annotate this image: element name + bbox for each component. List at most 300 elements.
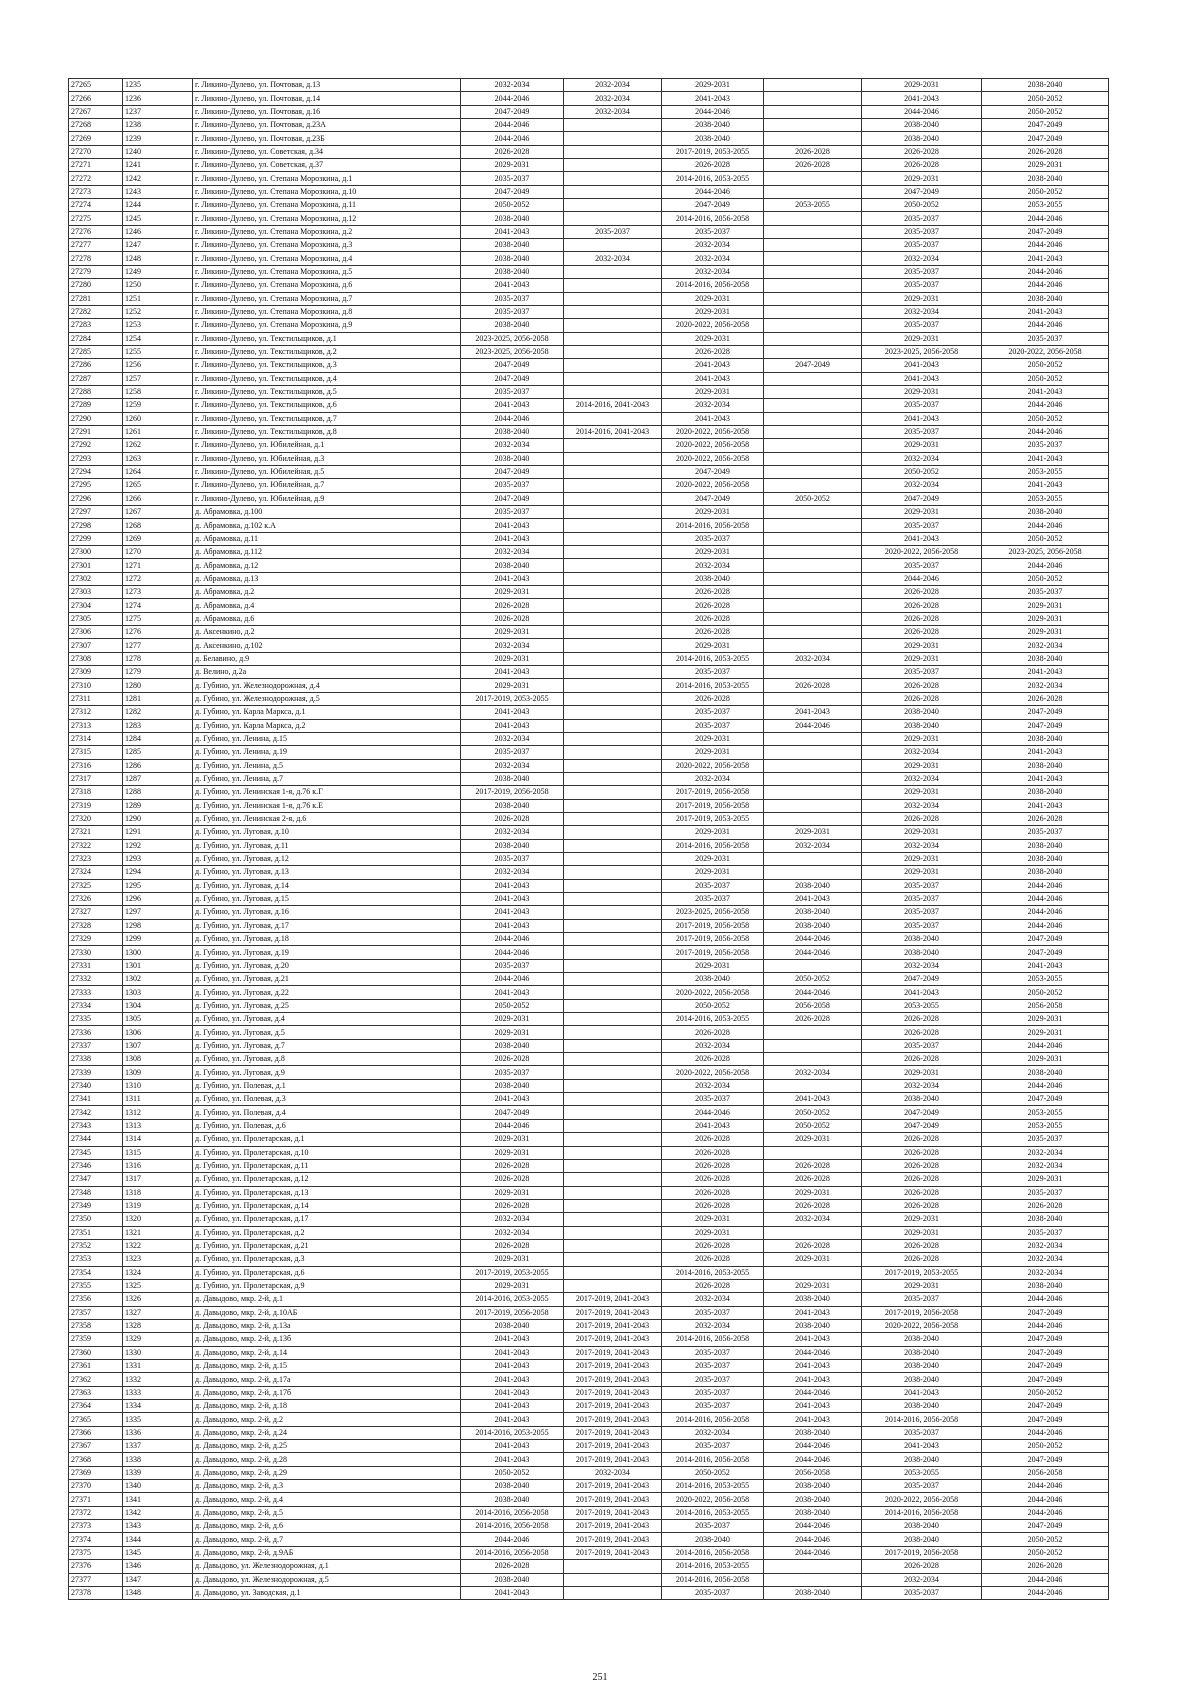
period-cell: 2038-2040 bbox=[461, 1039, 564, 1052]
table-row bbox=[69, 439, 1109, 452]
period-cell: 2041-2043 bbox=[461, 399, 564, 412]
period-cell bbox=[764, 1079, 862, 1092]
address-cell: д. Аксенкино, д.102 bbox=[193, 639, 461, 652]
period-cell bbox=[764, 1026, 862, 1039]
period-cell: 2026-2028 bbox=[662, 1026, 764, 1039]
period-cell: 2026-2028 bbox=[662, 692, 764, 705]
period-cell bbox=[564, 119, 662, 132]
period-cell: 2035-2037 bbox=[662, 706, 764, 719]
table-row bbox=[69, 692, 1109, 705]
period-cell: 2041-2043 bbox=[862, 1386, 982, 1399]
period-cell bbox=[564, 586, 662, 599]
table-row bbox=[69, 706, 1109, 719]
row-id-cell: 27352 bbox=[69, 1239, 123, 1252]
table-row bbox=[69, 1266, 1109, 1279]
address-cell: д. Губино, ул. Луговая, д.17 bbox=[193, 919, 461, 932]
period-cell bbox=[764, 786, 862, 799]
period-cell bbox=[564, 1186, 662, 1199]
house-number-cell: 1253 bbox=[123, 319, 193, 332]
table-row bbox=[69, 906, 1109, 919]
period-cell: 2017-2019, 2056-2058 bbox=[662, 933, 764, 946]
address-cell: д. Давыдово, ул. Железнодорожная, д.5 bbox=[193, 1573, 461, 1586]
period-cell bbox=[764, 746, 862, 759]
row-id-cell: 27333 bbox=[69, 986, 123, 999]
period-cell bbox=[564, 239, 662, 252]
table-row bbox=[69, 1440, 1109, 1453]
period-cell: 2017-2019, 2041-2043 bbox=[564, 1319, 662, 1332]
period-cell: 2047-2049 bbox=[982, 1413, 1109, 1426]
period-cell: 2020-2022, 2056-2058 bbox=[662, 986, 764, 999]
period-cell: 2038-2040 bbox=[982, 1066, 1109, 1079]
address-cell: д. Губино, ул. Луговая, д.25 bbox=[193, 999, 461, 1012]
period-cell: 2035-2037 bbox=[862, 879, 982, 892]
house-number-cell: 1314 bbox=[123, 1133, 193, 1146]
period-cell: 2026-2028 bbox=[982, 692, 1109, 705]
period-cell: 2038-2040 bbox=[862, 119, 982, 132]
row-id-cell: 27315 bbox=[69, 746, 123, 759]
table-row bbox=[69, 1226, 1109, 1239]
period-cell: 2026-2028 bbox=[862, 692, 982, 705]
period-cell: 2053-2055 bbox=[982, 492, 1109, 505]
period-cell: 2017-2019, 2041-2043 bbox=[564, 1413, 662, 1426]
period-cell: 2035-2037 bbox=[662, 666, 764, 679]
period-cell: 2050-2052 bbox=[764, 1119, 862, 1132]
period-cell: 2035-2037 bbox=[662, 892, 764, 905]
house-number-cell: 1260 bbox=[123, 412, 193, 425]
period-cell: 2029-2031 bbox=[982, 1013, 1109, 1026]
period-cell: 2017-2019, 2041-2043 bbox=[564, 1426, 662, 1439]
address-cell: д. Давыдово, мкр. 2-й, д.29 bbox=[193, 1466, 461, 1479]
period-cell: 2050-2052 bbox=[982, 372, 1109, 385]
period-cell bbox=[764, 479, 862, 492]
table-row bbox=[69, 732, 1109, 745]
period-cell: 2041-2043 bbox=[461, 719, 564, 732]
period-cell: 2017-2019, 2041-2043 bbox=[564, 1533, 662, 1546]
period-cell bbox=[564, 439, 662, 452]
period-cell: 2032-2034 bbox=[862, 746, 982, 759]
period-cell bbox=[564, 1213, 662, 1226]
house-number-cell: 1327 bbox=[123, 1306, 193, 1319]
period-cell: 2041-2043 bbox=[461, 1413, 564, 1426]
row-id-cell: 27278 bbox=[69, 252, 123, 265]
period-cell: 2035-2037 bbox=[461, 305, 564, 318]
row-id-cell: 27373 bbox=[69, 1520, 123, 1533]
table-row bbox=[69, 1213, 1109, 1226]
address-cell: д. Губино, ул. Пролетарская, д.1 bbox=[193, 1133, 461, 1146]
period-cell: 2041-2043 bbox=[982, 799, 1109, 812]
row-id-cell: 27266 bbox=[69, 92, 123, 105]
period-cell: 2014-2016, 2053-2055 bbox=[461, 1293, 564, 1306]
period-cell: 2026-2028 bbox=[862, 812, 982, 825]
row-id-cell: 27364 bbox=[69, 1400, 123, 1413]
period-cell: 2056-2058 bbox=[764, 1466, 862, 1479]
row-id-cell: 27366 bbox=[69, 1426, 123, 1439]
period-cell: 2029-2031 bbox=[764, 1186, 862, 1199]
row-id-cell: 27322 bbox=[69, 839, 123, 852]
period-cell: 2035-2037 bbox=[461, 292, 564, 305]
table-row bbox=[69, 279, 1109, 292]
row-id-cell: 27368 bbox=[69, 1453, 123, 1466]
period-cell bbox=[564, 212, 662, 225]
row-id-cell: 27311 bbox=[69, 692, 123, 705]
table-row bbox=[69, 892, 1109, 905]
period-cell: 2050-2052 bbox=[764, 973, 862, 986]
address-cell: д. Губино, ул. Ленинская 1-я, д.76 к.Г bbox=[193, 786, 461, 799]
period-cell: 2035-2037 bbox=[662, 1093, 764, 1106]
period-cell: 2041-2043 bbox=[764, 1373, 862, 1386]
period-cell: 2047-2049 bbox=[862, 1106, 982, 1119]
period-cell bbox=[564, 479, 662, 492]
row-id-cell: 27271 bbox=[69, 159, 123, 172]
address-cell: д. Давыдово, мкр. 2-й, д.18 bbox=[193, 1400, 461, 1413]
period-cell: 2026-2028 bbox=[862, 626, 982, 639]
period-cell: 2044-2046 bbox=[982, 1293, 1109, 1306]
period-cell: 2026-2028 bbox=[982, 145, 1109, 158]
period-cell: 2029-2031 bbox=[662, 826, 764, 839]
table-row bbox=[69, 586, 1109, 599]
table-row bbox=[69, 1013, 1109, 1026]
period-cell: 2035-2037 bbox=[862, 559, 982, 572]
period-cell: 2032-2034 bbox=[461, 79, 564, 92]
period-cell: 2026-2028 bbox=[662, 599, 764, 612]
period-cell: 2044-2046 bbox=[862, 572, 982, 585]
address-cell: г. Ликино-Дулево, ул. Почтовая, д.23Б bbox=[193, 132, 461, 145]
period-cell: 2044-2046 bbox=[982, 906, 1109, 919]
period-cell: 2041-2043 bbox=[982, 385, 1109, 398]
period-cell bbox=[564, 1279, 662, 1292]
table-row bbox=[69, 1386, 1109, 1399]
period-cell: 2029-2031 bbox=[662, 1226, 764, 1239]
period-cell: 2032-2034 bbox=[461, 639, 564, 652]
period-cell: 2044-2046 bbox=[461, 1119, 564, 1132]
period-cell: 2041-2043 bbox=[982, 479, 1109, 492]
table-row bbox=[69, 666, 1109, 679]
house-number-cell: 1323 bbox=[123, 1253, 193, 1266]
period-cell: 2050-2052 bbox=[461, 999, 564, 1012]
address-cell: д. Давыдово, мкр. 2-й, д.17а bbox=[193, 1373, 461, 1386]
period-cell bbox=[564, 866, 662, 879]
period-cell bbox=[564, 385, 662, 398]
row-id-cell: 27320 bbox=[69, 812, 123, 825]
period-cell: 2026-2028 bbox=[662, 586, 764, 599]
row-id-cell: 27335 bbox=[69, 1013, 123, 1026]
row-id-cell: 27371 bbox=[69, 1493, 123, 1506]
address-cell: д. Губино, ул. Луговая, д.12 bbox=[193, 852, 461, 865]
address-cell: г. Ликино-Дулево, ул. Степана Морозкина, д.6 bbox=[193, 279, 461, 292]
period-cell: 2035-2037 bbox=[662, 1586, 764, 1599]
period-cell: 2029-2031 bbox=[461, 652, 564, 665]
period-cell: 2017-2019, 2041-2043 bbox=[564, 1506, 662, 1519]
period-cell: 2041-2043 bbox=[862, 359, 982, 372]
row-id-cell: 27339 bbox=[69, 1066, 123, 1079]
address-cell: д. Губино, ул. Луговая, д.14 bbox=[193, 879, 461, 892]
period-cell: 2038-2040 bbox=[764, 906, 862, 919]
house-number-cell: 1238 bbox=[123, 119, 193, 132]
row-id-cell: 27328 bbox=[69, 919, 123, 932]
table-row bbox=[69, 225, 1109, 238]
period-cell: 2035-2037 bbox=[662, 1440, 764, 1453]
period-cell: 2041-2043 bbox=[862, 1440, 982, 1453]
table-row bbox=[69, 933, 1109, 946]
row-id-cell: 27274 bbox=[69, 199, 123, 212]
period-cell bbox=[564, 1226, 662, 1239]
period-cell: 2038-2040 bbox=[862, 706, 982, 719]
period-cell: 2041-2043 bbox=[461, 666, 564, 679]
period-cell: 2056-2058 bbox=[982, 1466, 1109, 1479]
period-cell: 2041-2043 bbox=[764, 1400, 862, 1413]
period-cell: 2053-2055 bbox=[982, 1119, 1109, 1132]
period-cell: 2044-2046 bbox=[764, 719, 862, 732]
address-cell: д. Абрамовка, д.13 bbox=[193, 572, 461, 585]
row-id-cell: 27305 bbox=[69, 612, 123, 625]
period-cell: 2038-2040 bbox=[982, 1279, 1109, 1292]
period-cell: 2026-2028 bbox=[862, 1199, 982, 1212]
period-cell bbox=[564, 892, 662, 905]
period-cell: 2029-2031 bbox=[862, 852, 982, 865]
period-cell: 2035-2037 bbox=[662, 1346, 764, 1359]
period-cell: 2038-2040 bbox=[862, 933, 982, 946]
house-number-cell: 1308 bbox=[123, 1053, 193, 1066]
house-number-cell: 1331 bbox=[123, 1360, 193, 1373]
period-cell bbox=[564, 1586, 662, 1599]
table-row bbox=[69, 532, 1109, 545]
address-cell: г. Ликино-Дулево, ул. Почтовая, д.14 bbox=[193, 92, 461, 105]
house-number-cell: 1313 bbox=[123, 1119, 193, 1132]
period-cell: 2017-2019, 2041-2043 bbox=[564, 1386, 662, 1399]
period-cell: 2035-2037 bbox=[862, 666, 982, 679]
period-cell bbox=[564, 692, 662, 705]
house-number-cell: 1250 bbox=[123, 279, 193, 292]
period-cell: 2026-2028 bbox=[862, 1253, 982, 1266]
period-cell: 2029-2031 bbox=[982, 1173, 1109, 1186]
address-cell: г. Ликино-Дулево, ул. Текстильщиков, д.7 bbox=[193, 412, 461, 425]
house-number-cell: 1330 bbox=[123, 1346, 193, 1359]
period-cell: 2017-2019, 2056-2058 bbox=[662, 919, 764, 932]
period-cell: 2029-2031 bbox=[982, 626, 1109, 639]
house-number-cell: 1293 bbox=[123, 852, 193, 865]
period-cell: 2053-2055 bbox=[862, 1466, 982, 1479]
period-cell bbox=[564, 265, 662, 278]
row-id-cell: 27332 bbox=[69, 973, 123, 986]
period-cell: 2032-2034 bbox=[982, 1159, 1109, 1172]
address-cell: д. Губино, ул. Пролетарская, д.2 bbox=[193, 1226, 461, 1239]
period-cell: 2020-2022, 2056-2058 bbox=[662, 319, 764, 332]
period-cell: 2035-2037 bbox=[862, 1586, 982, 1599]
table-row bbox=[69, 412, 1109, 425]
period-cell: 2026-2028 bbox=[764, 679, 862, 692]
period-cell: 2026-2028 bbox=[862, 599, 982, 612]
house-number-cell: 1300 bbox=[123, 946, 193, 959]
table-row bbox=[69, 852, 1109, 865]
period-cell bbox=[564, 879, 662, 892]
house-number-cell: 1269 bbox=[123, 532, 193, 545]
house-number-cell: 1249 bbox=[123, 265, 193, 278]
house-number-cell: 1344 bbox=[123, 1533, 193, 1546]
table-row bbox=[69, 1360, 1109, 1373]
period-cell: 2041-2043 bbox=[461, 1453, 564, 1466]
period-cell: 2032-2034 bbox=[662, 1079, 764, 1092]
table-row bbox=[69, 1026, 1109, 1039]
period-cell: 2038-2040 bbox=[862, 946, 982, 959]
row-id-cell: 27313 bbox=[69, 719, 123, 732]
row-id-cell: 27369 bbox=[69, 1466, 123, 1479]
period-cell: 2044-2046 bbox=[982, 519, 1109, 532]
period-cell: 2029-2031 bbox=[862, 652, 982, 665]
period-cell: 2044-2046 bbox=[662, 1106, 764, 1119]
period-cell: 2041-2043 bbox=[461, 1400, 564, 1413]
period-cell: 2050-2052 bbox=[982, 105, 1109, 118]
house-number-cell: 1347 bbox=[123, 1573, 193, 1586]
period-cell bbox=[764, 1146, 862, 1159]
period-cell: 2044-2046 bbox=[982, 1586, 1109, 1599]
period-cell bbox=[564, 345, 662, 358]
period-cell bbox=[564, 412, 662, 425]
period-cell: 2029-2031 bbox=[862, 1279, 982, 1292]
period-cell bbox=[564, 1106, 662, 1119]
period-cell: 2029-2031 bbox=[662, 1213, 764, 1226]
period-cell: 2038-2040 bbox=[764, 879, 862, 892]
table-row bbox=[69, 879, 1109, 892]
period-cell: 2038-2040 bbox=[461, 799, 564, 812]
row-id-cell: 27370 bbox=[69, 1480, 123, 1493]
address-cell: д. Абрамовка, д.112 bbox=[193, 546, 461, 559]
period-cell: 2032-2034 bbox=[764, 839, 862, 852]
row-id-cell: 27344 bbox=[69, 1133, 123, 1146]
period-cell: 2026-2028 bbox=[764, 1013, 862, 1026]
address-cell: д. Губино, ул. Ленина, д.15 bbox=[193, 732, 461, 745]
period-cell: 2050-2052 bbox=[982, 1440, 1109, 1453]
row-id-cell: 27324 bbox=[69, 866, 123, 879]
period-cell: 2029-2031 bbox=[862, 292, 982, 305]
table-row bbox=[69, 959, 1109, 972]
address-cell: г. Ликино-Дулево, ул. Текстильщиков, д.2 bbox=[193, 345, 461, 358]
period-cell: 2041-2043 bbox=[461, 919, 564, 932]
row-id-cell: 27287 bbox=[69, 372, 123, 385]
house-number-cell: 1280 bbox=[123, 679, 193, 692]
house-number-cell: 1311 bbox=[123, 1093, 193, 1106]
period-cell: 2044-2046 bbox=[764, 986, 862, 999]
period-cell: 2047-2049 bbox=[982, 119, 1109, 132]
address-cell: д. Абрамовка, д.2 bbox=[193, 586, 461, 599]
address-cell: д. Давыдово, ул. Железнодорожная, д.1 bbox=[193, 1560, 461, 1573]
period-cell: 2038-2040 bbox=[662, 973, 764, 986]
period-cell: 2050-2052 bbox=[982, 1386, 1109, 1399]
row-id-cell: 27354 bbox=[69, 1266, 123, 1279]
period-cell: 2044-2046 bbox=[461, 946, 564, 959]
period-cell: 2035-2037 bbox=[862, 1039, 982, 1052]
address-cell: г. Ликино-Дулево, ул. Текстильщиков, д.8 bbox=[193, 425, 461, 438]
period-cell bbox=[564, 1039, 662, 1052]
address-cell: д. Давыдово, мкр. 2-й, д.2 bbox=[193, 1413, 461, 1426]
row-id-cell: 27351 bbox=[69, 1226, 123, 1239]
row-id-cell: 27357 bbox=[69, 1306, 123, 1319]
address-cell: д. Губино, ул. Луговая, д.22 bbox=[193, 986, 461, 999]
address-cell: д. Губино, ул. Луговая, д.19 bbox=[193, 946, 461, 959]
house-number-cell: 1321 bbox=[123, 1226, 193, 1239]
period-cell: 2029-2031 bbox=[862, 826, 982, 839]
address-cell: д. Давыдово, мкр. 2-й, д.6 bbox=[193, 1520, 461, 1533]
address-cell: г. Ликино-Дулево, ул. Степана Морозкина, д.2 bbox=[193, 225, 461, 238]
house-number-cell: 1332 bbox=[123, 1373, 193, 1386]
row-id-cell: 27329 bbox=[69, 933, 123, 946]
period-cell: 2035-2037 bbox=[862, 425, 982, 438]
house-number-cell: 1254 bbox=[123, 332, 193, 345]
period-cell bbox=[764, 546, 862, 559]
period-cell bbox=[564, 772, 662, 785]
period-cell bbox=[764, 1053, 862, 1066]
table-row bbox=[69, 492, 1109, 505]
period-cell: 2050-2052 bbox=[982, 359, 1109, 372]
period-cell: 2035-2037 bbox=[862, 1293, 982, 1306]
row-id-cell: 27375 bbox=[69, 1546, 123, 1559]
address-cell: д. Губино, ул. Луговая, д.21 bbox=[193, 973, 461, 986]
period-cell: 2026-2028 bbox=[862, 1146, 982, 1159]
table-row bbox=[69, 1239, 1109, 1252]
house-number-cell: 1256 bbox=[123, 359, 193, 372]
address-cell: д. Абрамовка, д.11 bbox=[193, 532, 461, 545]
period-cell: 2014-2016, 2056-2058 bbox=[662, 519, 764, 532]
table-row bbox=[69, 265, 1109, 278]
period-cell: 2041-2043 bbox=[461, 1346, 564, 1359]
period-cell bbox=[564, 1093, 662, 1106]
period-cell bbox=[764, 265, 862, 278]
period-cell: 2035-2037 bbox=[461, 506, 564, 519]
period-cell: 2017-2019, 2056-2058 bbox=[862, 1546, 982, 1559]
period-cell: 2038-2040 bbox=[982, 759, 1109, 772]
period-cell: 2032-2034 bbox=[662, 1039, 764, 1052]
period-cell: 2041-2043 bbox=[461, 879, 564, 892]
address-cell: д. Губино, ул. Карла Маркса, д.2 bbox=[193, 719, 461, 732]
house-number-cell: 1291 bbox=[123, 826, 193, 839]
period-cell: 2041-2043 bbox=[461, 892, 564, 905]
period-cell bbox=[764, 959, 862, 972]
period-cell: 2041-2043 bbox=[461, 1333, 564, 1346]
period-cell: 2032-2034 bbox=[662, 265, 764, 278]
period-cell: 2026-2028 bbox=[862, 145, 982, 158]
period-cell: 2017-2019, 2041-2043 bbox=[564, 1333, 662, 1346]
period-cell: 2035-2037 bbox=[662, 225, 764, 238]
table-body bbox=[69, 79, 1109, 1600]
row-id-cell: 27281 bbox=[69, 292, 123, 305]
period-cell: 2038-2040 bbox=[461, 1319, 564, 1332]
period-cell: 2032-2034 bbox=[862, 839, 982, 852]
period-cell: 2026-2028 bbox=[764, 1239, 862, 1252]
row-id-cell: 27377 bbox=[69, 1573, 123, 1586]
house-number-cell: 1248 bbox=[123, 252, 193, 265]
house-number-cell: 1317 bbox=[123, 1173, 193, 1186]
period-cell: 2029-2031 bbox=[982, 612, 1109, 625]
row-id-cell: 27359 bbox=[69, 1333, 123, 1346]
table-row bbox=[69, 999, 1109, 1012]
address-cell: д. Губино, ул. Луговая, д.16 bbox=[193, 906, 461, 919]
row-id-cell: 27286 bbox=[69, 359, 123, 372]
table-row bbox=[69, 1146, 1109, 1159]
address-cell: г. Ликино-Дулево, ул. Степана Морозкина, д.5 bbox=[193, 265, 461, 278]
period-cell: 2047-2049 bbox=[982, 132, 1109, 145]
period-cell: 2017-2019, 2056-2058 bbox=[662, 799, 764, 812]
address-cell: д. Давыдово, мкр. 2-й, д.10АБ bbox=[193, 1306, 461, 1319]
period-cell: 2017-2019, 2041-2043 bbox=[564, 1546, 662, 1559]
period-cell: 2041-2043 bbox=[461, 906, 564, 919]
period-cell: 2026-2028 bbox=[862, 1159, 982, 1172]
address-cell: г. Ликино-Дулево, ул. Степана Морозкина, д.11 bbox=[193, 199, 461, 212]
period-cell bbox=[564, 959, 662, 972]
period-cell: 2050-2052 bbox=[982, 185, 1109, 198]
row-id-cell: 27353 bbox=[69, 1253, 123, 1266]
period-cell bbox=[564, 572, 662, 585]
table-row bbox=[69, 772, 1109, 785]
period-cell: 2026-2028 bbox=[662, 1253, 764, 1266]
